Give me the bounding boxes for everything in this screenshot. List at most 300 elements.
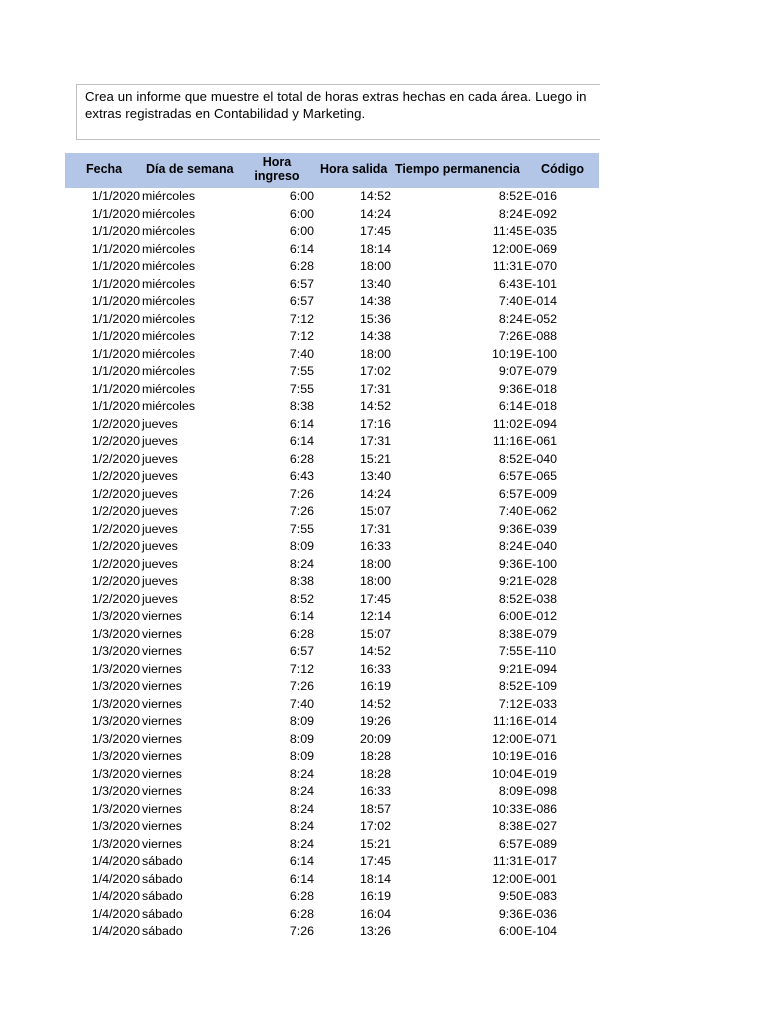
cell-fecha[interactable]: 1/3/2020 — [91, 644, 140, 658]
cell-tiempo-permanencia[interactable]: 8:24 — [498, 311, 523, 326]
cell-hora-salida[interactable]: 14:52 — [359, 189, 391, 203]
table-row — [0, 853, 768, 871]
cell-hora-ingreso[interactable]: 6:14 — [289, 871, 314, 886]
cell-hora-ingreso[interactable]: 8:24 — [289, 836, 314, 851]
table-row — [0, 188, 768, 206]
cell-dia-semana[interactable]: sábado — [142, 889, 183, 903]
cell-tiempo-permanencia[interactable]: 12:00 — [491, 731, 523, 746]
cell-tiempo-permanencia[interactable]: 8:24 — [498, 206, 523, 221]
cell-codigo[interactable]: E-083 — [524, 889, 558, 903]
cell-fecha[interactable]: 1/4/2020 — [91, 924, 140, 938]
table-row — [0, 906, 768, 924]
cell-tiempo-permanencia[interactable]: 6:00 — [498, 924, 523, 938]
cell-fecha[interactable]: 1/1/2020 — [91, 224, 140, 238]
cell-fecha[interactable]: 1/4/2020 — [91, 854, 140, 868]
cell-dia-semana[interactable]: sábado — [142, 906, 183, 921]
cell-hora-salida[interactable]: 17:02 — [359, 364, 391, 378]
cell-tiempo-permanencia[interactable]: 12:00 — [491, 871, 523, 886]
cell-hora-ingreso[interactable]: 6:57 — [289, 644, 314, 658]
cell-tiempo-permanencia[interactable]: 9:21 — [498, 661, 523, 676]
cell-hora-ingreso[interactable]: 8:09 — [289, 749, 314, 763]
cell-dia-semana[interactable]: miércoles — [142, 381, 196, 396]
cell-hora-salida[interactable]: 14:52 — [359, 644, 391, 658]
cell-dia-semana[interactable]: miércoles — [142, 311, 196, 326]
cell-tiempo-permanencia[interactable]: 11:31 — [492, 259, 523, 273]
table-row — [0, 608, 768, 626]
cell-fecha[interactable]: 1/3/2020 — [91, 784, 140, 798]
cell-codigo[interactable]: E-071 — [524, 731, 558, 746]
table-row — [0, 661, 768, 679]
cell-hora-ingreso[interactable]: 7:55 — [289, 381, 314, 396]
header-fecha[interactable]: Fecha — [86, 162, 123, 176]
cell-codigo[interactable]: E-088 — [524, 329, 558, 343]
table-row — [0, 381, 768, 399]
cell-dia-semana[interactable]: miércoles — [142, 294, 196, 308]
cell-fecha[interactable]: 1/2/2020 — [91, 469, 140, 483]
cell-tiempo-permanencia[interactable]: 8:52 — [498, 591, 523, 606]
cell-fecha[interactable]: 1/3/2020 — [91, 696, 140, 711]
cell-fecha[interactable]: 1/3/2020 — [91, 819, 140, 833]
cell-codigo[interactable]: E-094 — [524, 416, 558, 431]
cell-codigo[interactable]: E-017 — [524, 854, 558, 868]
cell-codigo[interactable]: E-094 — [524, 661, 558, 676]
cell-tiempo-permanencia[interactable]: 10:19 — [491, 749, 523, 763]
cell-codigo[interactable]: E-070 — [524, 259, 558, 273]
cell-hora-salida[interactable]: 16:33 — [359, 661, 391, 676]
cell-fecha[interactable]: 1/1/2020 — [91, 276, 140, 291]
cell-dia-semana[interactable]: viernes — [142, 714, 182, 728]
cell-fecha[interactable]: 1/2/2020 — [91, 521, 140, 536]
cell-dia-semana[interactable]: sábado — [142, 871, 183, 886]
cell-codigo[interactable]: E-033 — [524, 696, 558, 711]
cell-codigo[interactable]: E-065 — [524, 469, 558, 483]
cell-fecha[interactable]: 1/1/2020 — [91, 311, 140, 326]
cell-hora-salida[interactable]: 15:07 — [359, 504, 391, 518]
cell-dia-semana[interactable]: viernes — [142, 626, 182, 641]
cell-tiempo-permanencia[interactable]: 6:00 — [498, 609, 523, 623]
cell-fecha[interactable]: 1/2/2020 — [91, 574, 140, 588]
cell-codigo[interactable]: E-040 — [524, 539, 558, 553]
cell-fecha[interactable]: 1/1/2020 — [91, 364, 140, 378]
cell-hora-salida[interactable]: 14:24 — [359, 486, 391, 501]
cell-hora-salida[interactable]: 18:00 — [359, 346, 391, 361]
cell-tiempo-permanencia[interactable]: 11:16 — [492, 434, 523, 448]
cell-hora-salida[interactable]: 20:09 — [359, 731, 391, 746]
table-row — [0, 468, 768, 486]
cell-codigo[interactable]: E-101 — [524, 276, 558, 291]
cell-codigo[interactable]: E-109 — [524, 679, 558, 693]
cell-hora-salida[interactable]: 15:21 — [359, 836, 391, 851]
cell-fecha[interactable]: 1/4/2020 — [91, 906, 140, 921]
cell-codigo[interactable]: E-052 — [524, 311, 558, 326]
table-row — [0, 696, 768, 714]
cell-hora-ingreso[interactable]: 8:24 — [289, 819, 314, 833]
cell-codigo[interactable]: E-069 — [524, 241, 558, 256]
cell-hora-ingreso[interactable]: 6:28 — [289, 451, 314, 466]
cell-hora-salida[interactable]: 14:38 — [359, 294, 391, 308]
cell-fecha[interactable]: 1/1/2020 — [91, 189, 140, 203]
cell-hora-ingreso[interactable]: 6:14 — [289, 854, 314, 868]
instructions-line-1: Crea un informe que muestre el total de horas extras hechas en cada área. Luego in — [85, 89, 587, 104]
cell-dia-semana[interactable]: jueves — [142, 521, 178, 536]
cell-hora-salida[interactable]: 12:14 — [359, 609, 391, 623]
table-row — [0, 591, 768, 609]
table-header — [65, 153, 599, 188]
cell-dia-semana[interactable]: jueves — [142, 504, 178, 518]
cell-tiempo-permanencia[interactable]: 11:16 — [492, 714, 523, 728]
cell-hora-salida[interactable]: 18:14 — [359, 241, 391, 256]
cell-tiempo-permanencia[interactable]: 8:24 — [498, 539, 523, 553]
cell-codigo[interactable]: E-100 — [524, 556, 558, 571]
cell-dia-semana[interactable]: miércoles — [142, 364, 196, 378]
cell-fecha[interactable]: 1/2/2020 — [91, 416, 140, 431]
cell-hora-ingreso[interactable]: 6:00 — [289, 206, 314, 221]
header-hora-salida[interactable]: Hora salida — [320, 162, 388, 176]
table-row — [0, 801, 768, 819]
table-row — [0, 346, 768, 364]
cell-fecha[interactable]: 1/1/2020 — [91, 346, 140, 361]
cell-tiempo-permanencia[interactable]: 11:45 — [492, 224, 523, 238]
cell-hora-salida[interactable]: 17:16 — [359, 416, 391, 431]
cell-fecha[interactable]: 1/3/2020 — [91, 801, 140, 816]
cell-hora-ingreso[interactable]: 6:43 — [289, 469, 314, 483]
cell-tiempo-permanencia[interactable]: 8:38 — [498, 819, 523, 833]
cell-dia-semana[interactable]: jueves — [142, 469, 178, 483]
cell-tiempo-permanencia[interactable]: 9:36 — [498, 906, 523, 921]
cell-tiempo-permanencia[interactable]: 8:38 — [498, 626, 523, 641]
table-row — [0, 433, 768, 451]
cell-tiempo-permanencia[interactable]: 7:40 — [498, 294, 523, 308]
cell-fecha[interactable]: 1/1/2020 — [91, 241, 140, 256]
cell-hora-ingreso[interactable]: 7:55 — [289, 364, 314, 378]
cell-codigo[interactable]: E-027 — [524, 819, 558, 833]
cell-tiempo-permanencia[interactable]: 10:19 — [491, 346, 523, 361]
cell-fecha[interactable]: 1/1/2020 — [91, 206, 140, 221]
table-row — [0, 451, 768, 469]
cell-tiempo-permanencia[interactable]: 6:43 — [498, 276, 523, 291]
cell-hora-salida[interactable]: 16:33 — [359, 539, 391, 553]
cell-hora-salida[interactable]: 13:40 — [359, 469, 391, 483]
cell-hora-salida[interactable]: 16:19 — [359, 889, 391, 903]
table-row — [0, 888, 768, 906]
cell-fecha[interactable]: 1/1/2020 — [91, 329, 140, 343]
cell-fecha[interactable]: 1/3/2020 — [91, 609, 140, 623]
cell-dia-semana[interactable]: viernes — [142, 766, 182, 781]
cell-hora-salida[interactable]: 19:26 — [359, 714, 391, 728]
cell-hora-salida[interactable]: 18:14 — [359, 871, 391, 886]
cell-dia-semana[interactable]: viernes — [142, 644, 182, 658]
table-body — [0, 188, 768, 941]
table-row — [0, 398, 768, 416]
cell-tiempo-permanencia[interactable]: 10:04 — [491, 766, 523, 781]
cell-hora-salida[interactable]: 17:31 — [359, 381, 391, 396]
cell-hora-salida[interactable]: 18:57 — [359, 801, 391, 816]
cell-hora-salida[interactable]: 18:28 — [359, 749, 391, 763]
cell-codigo[interactable]: E-039 — [524, 521, 558, 536]
cell-dia-semana[interactable]: viernes — [142, 679, 182, 693]
cell-hora-ingreso[interactable]: 7:26 — [289, 504, 314, 518]
cell-hora-ingreso[interactable]: 8:52 — [289, 591, 314, 606]
cell-dia-semana[interactable]: miércoles — [142, 241, 196, 256]
cell-tiempo-permanencia[interactable]: 10:33 — [491, 801, 523, 816]
cell-hora-ingreso[interactable]: 8:09 — [289, 539, 314, 553]
cell-hora-ingreso[interactable]: 6:00 — [289, 189, 314, 203]
cell-hora-ingreso[interactable]: 6:00 — [289, 224, 314, 238]
cell-hora-salida[interactable]: 13:26 — [359, 924, 391, 938]
cell-dia-semana[interactable]: jueves — [142, 591, 178, 606]
cell-tiempo-permanencia[interactable]: 7:40 — [498, 504, 523, 518]
cell-fecha[interactable]: 1/2/2020 — [91, 539, 140, 553]
cell-dia-semana[interactable]: viernes — [142, 749, 182, 763]
cell-hora-salida[interactable]: 17:02 — [359, 819, 391, 833]
cell-hora-ingreso[interactable]: 8:24 — [289, 801, 314, 816]
cell-dia-semana[interactable]: viernes — [142, 696, 182, 711]
cell-tiempo-permanencia[interactable]: 6:57 — [498, 836, 523, 851]
cell-hora-ingreso[interactable]: 7:26 — [289, 924, 314, 938]
cell-hora-ingreso[interactable]: 7:40 — [289, 346, 314, 361]
cell-tiempo-permanencia[interactable]: 6:57 — [498, 486, 523, 501]
header-tiempo-permanencia[interactable]: Tiempo permanencia — [395, 162, 520, 176]
cell-codigo[interactable]: E-016 — [524, 749, 558, 763]
cell-hora-ingreso[interactable]: 6:28 — [289, 906, 314, 921]
cell-codigo[interactable]: E-014 — [524, 294, 558, 308]
cell-hora-salida[interactable]: 17:45 — [359, 591, 391, 606]
cell-dia-semana[interactable]: viernes — [142, 836, 182, 851]
cell-hora-ingreso[interactable]: 6:14 — [289, 609, 314, 623]
cell-hora-ingreso[interactable]: 6:14 — [289, 434, 314, 448]
header-codigo[interactable]: Código — [541, 162, 585, 176]
cell-codigo[interactable]: E-089 — [524, 836, 558, 851]
cell-codigo[interactable]: E-040 — [524, 451, 558, 466]
cell-hora-salida[interactable]: 15:07 — [359, 626, 391, 641]
cell-codigo[interactable]: E-086 — [524, 801, 558, 816]
cell-codigo[interactable]: E-110 — [524, 644, 557, 658]
cell-dia-semana[interactable]: miércoles — [142, 206, 196, 221]
cell-codigo[interactable]: E-062 — [524, 504, 558, 518]
cell-codigo[interactable]: E-016 — [524, 189, 558, 203]
cell-tiempo-permanencia[interactable]: 6:14 — [498, 399, 523, 413]
table-row — [0, 818, 768, 836]
cell-codigo[interactable]: E-092 — [524, 206, 558, 221]
cell-tiempo-permanencia[interactable]: 9:36 — [498, 381, 523, 396]
cell-tiempo-permanencia[interactable]: 9:50 — [498, 889, 523, 903]
cell-dia-semana[interactable]: viernes — [142, 731, 182, 746]
cell-codigo[interactable]: E-018 — [524, 399, 558, 413]
cell-tiempo-permanencia[interactable]: 9:36 — [498, 521, 523, 536]
cell-hora-ingreso[interactable]: 6:28 — [289, 889, 314, 903]
cell-hora-ingreso[interactable]: 7:26 — [289, 679, 314, 693]
cell-fecha[interactable]: 1/1/2020 — [91, 399, 140, 413]
cell-fecha[interactable]: 1/2/2020 — [91, 504, 140, 518]
cell-dia-semana[interactable]: jueves — [142, 574, 178, 588]
cell-fecha[interactable]: 1/3/2020 — [91, 749, 140, 763]
cell-tiempo-permanencia[interactable]: 8:52 — [498, 451, 523, 466]
cell-hora-salida[interactable]: 17:31 — [359, 434, 391, 448]
cell-dia-semana[interactable]: viernes — [142, 784, 182, 798]
cell-hora-ingreso[interactable]: 6:28 — [289, 626, 314, 641]
cell-codigo[interactable]: E-019 — [524, 766, 558, 781]
cell-hora-ingreso[interactable]: 8:38 — [289, 399, 314, 413]
cell-tiempo-permanencia[interactable]: 9:21 — [498, 574, 523, 588]
cell-hora-ingreso[interactable]: 7:40 — [289, 696, 314, 711]
cell-hora-ingreso[interactable]: 7:26 — [289, 486, 314, 501]
header-dia-semana[interactable]: Día de semana — [146, 162, 234, 176]
cell-hora-salida[interactable]: 14:52 — [359, 696, 391, 711]
cell-tiempo-permanencia[interactable]: 9:36 — [498, 556, 523, 571]
cell-codigo[interactable]: E-079 — [524, 626, 558, 641]
cell-dia-semana[interactable]: jueves — [142, 416, 178, 431]
table-row — [0, 276, 768, 294]
cell-hora-salida[interactable]: 16:04 — [359, 906, 391, 921]
cell-codigo[interactable]: E-009 — [524, 486, 558, 501]
cell-hora-ingreso[interactable]: 8:09 — [289, 714, 314, 728]
table-row — [0, 836, 768, 854]
cell-fecha[interactable]: 1/2/2020 — [91, 434, 140, 448]
cell-fecha[interactable]: 1/3/2020 — [91, 766, 140, 781]
cell-hora-salida[interactable]: 14:24 — [359, 206, 391, 221]
table-row — [0, 643, 768, 661]
cell-dia-semana[interactable]: sábado — [142, 924, 183, 938]
cell-fecha[interactable]: 1/3/2020 — [91, 661, 140, 676]
cell-fecha[interactable]: 1/3/2020 — [91, 679, 140, 693]
cell-hora-salida[interactable]: 15:21 — [359, 451, 391, 466]
table-row — [0, 363, 768, 381]
cell-tiempo-permanencia[interactable]: 12:00 — [491, 241, 523, 256]
cell-dia-semana[interactable]: jueves — [142, 451, 178, 466]
cell-dia-semana[interactable]: miércoles — [142, 399, 196, 413]
cell-hora-ingreso[interactable]: 6:28 — [289, 259, 314, 273]
cell-hora-salida[interactable]: 14:52 — [359, 399, 391, 413]
cell-hora-ingreso[interactable]: 7:12 — [289, 311, 314, 326]
cell-hora-salida[interactable]: 18:00 — [359, 556, 391, 571]
table-row — [0, 223, 768, 241]
cell-dia-semana[interactable]: miércoles — [142, 346, 196, 361]
cell-codigo[interactable]: E-079 — [524, 364, 558, 378]
cell-tiempo-permanencia[interactable]: 8:09 — [498, 784, 523, 798]
cell-codigo[interactable]: E-014 — [524, 714, 558, 728]
table-row — [0, 311, 768, 329]
cell-tiempo-permanencia[interactable]: 7:12 — [498, 696, 523, 711]
cell-dia-semana[interactable]: jueves — [142, 539, 178, 553]
cell-hora-ingreso[interactable]: 8:24 — [289, 766, 314, 781]
cell-dia-semana[interactable]: miércoles — [142, 329, 196, 343]
cell-tiempo-permanencia[interactable]: 8:52 — [498, 679, 523, 693]
cell-hora-salida[interactable]: 16:33 — [359, 784, 391, 798]
cell-fecha[interactable]: 1/1/2020 — [91, 381, 140, 396]
cell-tiempo-permanencia[interactable]: 6:57 — [498, 469, 523, 483]
cell-codigo[interactable]: E-001 — [524, 871, 558, 886]
cell-fecha[interactable]: 1/3/2020 — [91, 626, 140, 641]
cell-codigo[interactable]: E-028 — [524, 574, 558, 588]
cell-hora-salida[interactable]: 18:28 — [359, 766, 391, 781]
cell-dia-semana[interactable]: jueves — [142, 434, 178, 448]
cell-tiempo-permanencia[interactable]: 9:07 — [498, 364, 523, 378]
cell-dia-semana[interactable]: viernes — [142, 819, 182, 833]
cell-codigo[interactable]: E-018 — [524, 381, 558, 396]
cell-tiempo-permanencia[interactable]: 7:26 — [498, 329, 523, 343]
cell-hora-ingreso[interactable]: 8:24 — [289, 784, 314, 798]
cell-hora-salida[interactable]: 18:00 — [359, 259, 391, 273]
table-row — [0, 871, 768, 889]
cell-dia-semana[interactable]: miércoles — [142, 276, 196, 291]
cell-dia-semana[interactable]: miércoles — [142, 259, 196, 273]
cell-tiempo-permanencia[interactable]: 7:55 — [498, 644, 523, 658]
cell-codigo[interactable]: E-036 — [524, 906, 558, 921]
cell-codigo[interactable]: E-035 — [524, 224, 558, 238]
table-row — [0, 503, 768, 521]
instructions-line-2: extras registradas en Contabilidad y Marketing. — [85, 106, 366, 121]
cell-fecha[interactable]: 1/1/2020 — [91, 259, 140, 273]
cell-fecha[interactable]: 1/2/2020 — [91, 591, 140, 606]
cell-dia-semana[interactable]: miércoles — [142, 189, 196, 203]
cell-codigo[interactable]: E-104 — [524, 924, 558, 938]
cell-fecha[interactable]: 1/2/2020 — [91, 556, 140, 571]
cell-hora-salida[interactable]: 17:45 — [359, 224, 391, 238]
table-row — [0, 258, 768, 276]
table-row — [0, 748, 768, 766]
table-row — [0, 573, 768, 591]
cell-dia-semana[interactable]: jueves — [142, 556, 178, 571]
cell-hora-ingreso[interactable]: 7:55 — [289, 521, 314, 536]
cell-fecha[interactable]: 1/3/2020 — [91, 731, 140, 746]
cell-fecha[interactable]: 1/4/2020 — [91, 889, 140, 903]
cell-hora-ingreso[interactable]: 6:57 — [289, 276, 314, 291]
cell-hora-salida[interactable]: 18:00 — [359, 574, 391, 588]
cell-fecha[interactable]: 1/3/2020 — [91, 714, 140, 728]
cell-hora-salida[interactable]: 17:45 — [359, 854, 391, 868]
cell-dia-semana[interactable]: viernes — [142, 609, 182, 623]
cell-tiempo-permanencia[interactable]: 11:31 — [492, 854, 523, 868]
table-row — [0, 328, 768, 346]
cell-dia-semana[interactable]: viernes — [142, 801, 182, 816]
cell-hora-ingreso[interactable]: 6:57 — [289, 294, 314, 308]
cell-tiempo-permanencia[interactable]: 8:52 — [498, 189, 523, 203]
cell-hora-ingreso[interactable]: 8:24 — [289, 556, 314, 571]
cell-codigo[interactable]: E-038 — [524, 591, 558, 606]
cell-codigo[interactable]: E-012 — [524, 609, 558, 623]
cell-tiempo-permanencia[interactable]: 11:02 — [492, 416, 523, 431]
table-row — [0, 416, 768, 434]
cell-dia-semana[interactable]: miércoles — [142, 224, 196, 238]
cell-hora-salida[interactable]: 14:38 — [359, 329, 391, 343]
cell-hora-salida[interactable]: 13:40 — [359, 276, 391, 291]
cell-fecha[interactable]: 1/1/2020 — [91, 294, 140, 308]
cell-fecha[interactable]: 1/2/2020 — [91, 451, 140, 466]
cell-fecha[interactable]: 1/4/2020 — [91, 871, 140, 886]
cell-dia-semana[interactable]: viernes — [142, 661, 182, 676]
cell-fecha[interactable]: 1/3/2020 — [91, 836, 140, 851]
cell-hora-salida[interactable]: 16:19 — [359, 679, 391, 693]
cell-hora-salida[interactable]: 17:31 — [359, 521, 391, 536]
cell-fecha[interactable]: 1/2/2020 — [91, 486, 140, 501]
cell-hora-ingreso[interactable]: 6:14 — [289, 241, 314, 256]
cell-codigo[interactable]: E-100 — [524, 346, 558, 361]
cell-codigo[interactable]: E-098 — [524, 784, 558, 798]
cell-dia-semana[interactable]: jueves — [142, 486, 178, 501]
cell-dia-semana[interactable]: sábado — [142, 854, 183, 868]
table-row — [0, 556, 768, 574]
cell-hora-ingreso[interactable]: 6:14 — [289, 416, 314, 431]
header-hora-ingreso[interactable]: Hora ingreso — [254, 155, 300, 183]
cell-hora-ingreso[interactable]: 7:12 — [289, 661, 314, 676]
cell-codigo[interactable]: E-061 — [524, 434, 558, 448]
cell-hora-ingreso[interactable]: 8:38 — [289, 574, 314, 588]
cell-hora-ingreso[interactable]: 7:12 — [289, 329, 314, 343]
table-row — [0, 783, 768, 801]
table-row — [0, 241, 768, 259]
cell-hora-ingreso[interactable]: 8:09 — [289, 731, 314, 746]
cell-hora-salida[interactable]: 15:36 — [359, 311, 391, 326]
